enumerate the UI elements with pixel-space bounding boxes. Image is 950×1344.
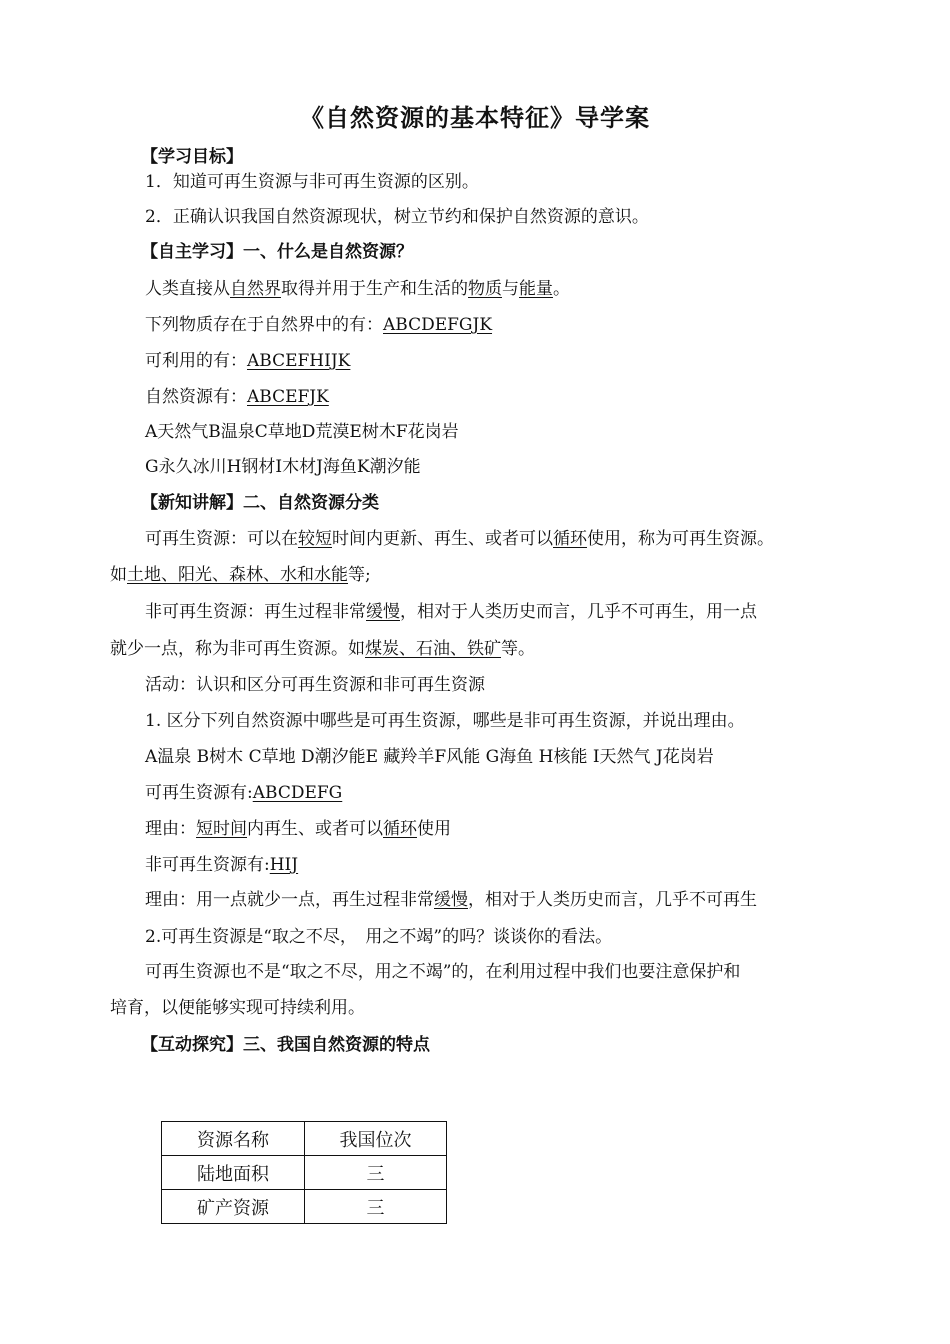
question-natural-items bbox=[145, 313, 492, 337]
task-2: 2.可再生资源是“取之不尽， 用之不竭”的吗？谈谈你的看法。 bbox=[145, 927, 613, 947]
goal-item-2: 2．正确认识我国自然资源现状，树立节约和保护自然资源的意识。 bbox=[145, 207, 649, 227]
renewable-answer bbox=[145, 781, 342, 805]
task-2-answer-line-1: 可再生资源也不是“取之不尽，用之不竭”的，在利用过程中我们也要注意保护和 bbox=[145, 962, 741, 982]
answer-blank: 缓慢 bbox=[434, 890, 468, 910]
text: ，相对于人类历史而言，几乎不可再生 bbox=[468, 890, 757, 910]
question-usable-items bbox=[145, 349, 350, 373]
nonrenewable-examples bbox=[110, 637, 535, 661]
answer-blank: 煤炭、石油、铁矿 bbox=[365, 639, 501, 659]
question-label: 非可再生资源有: bbox=[145, 855, 270, 875]
task-1-options: A温泉 B树木 C草地 D潮汐能E 藏羚羊F风能 G海鱼 H核能 I天然气 J花岗岩 bbox=[145, 747, 714, 767]
text: 理由：用一点就少一点，再生过程非常 bbox=[145, 890, 434, 910]
nonrenewable-answer bbox=[145, 853, 298, 877]
options-line-1: A天然气B温泉C草地D荒漠E树木F花岗岩 bbox=[145, 422, 459, 442]
text: 取得并用于生产和生活的 bbox=[281, 279, 468, 299]
self-study-heading: 【自主学习】一、什么是自然资源？ bbox=[141, 242, 413, 262]
answer-blank: 短时间 bbox=[196, 819, 247, 839]
options-line-2: G永久冰川H钢材I木材J海鱼K潮汐能 bbox=[145, 457, 421, 477]
text: 使用 bbox=[417, 819, 451, 839]
nonrenewable-definition bbox=[145, 600, 757, 624]
table-cell: 陆地面积 bbox=[162, 1156, 305, 1190]
text: 等; bbox=[348, 565, 371, 585]
definition-line bbox=[145, 277, 570, 301]
text: 可再生资源：可以在 bbox=[145, 529, 298, 549]
renewable-definition bbox=[145, 527, 774, 551]
question-label: 可利用的有： bbox=[145, 351, 247, 371]
goal-item-1: 1．知道可再生资源与非可再生资源的区别。 bbox=[145, 172, 479, 192]
column-header: 我国位次 bbox=[305, 1122, 447, 1156]
table-row bbox=[162, 1156, 447, 1190]
resource-ranking-table bbox=[161, 1121, 447, 1224]
text: 与 bbox=[502, 279, 519, 299]
table-header-row bbox=[162, 1122, 447, 1156]
task-1: 1. 区分下列自然资源中哪些是可再生资源，哪些是非可再生资源，并说出理由。 bbox=[145, 711, 745, 731]
renewable-examples bbox=[110, 563, 371, 587]
text: 使用，称为可再生资源。 bbox=[587, 529, 774, 549]
question-label: 下列物质存在于自然界中的有： bbox=[145, 315, 383, 335]
text: 。 bbox=[553, 279, 570, 299]
column-header: 资源名称 bbox=[162, 1122, 305, 1156]
renewable-reason bbox=[145, 817, 451, 841]
answer-blank: 土地、阳光、森林、水和水能 bbox=[127, 565, 348, 585]
text: 人类直接从 bbox=[145, 279, 230, 299]
table-cell: 三 bbox=[305, 1190, 447, 1224]
question-resources bbox=[145, 385, 329, 409]
text: ，相对于人类历史而言，几乎不可再生，用一点 bbox=[400, 602, 757, 622]
table-cell: 矿产资源 bbox=[162, 1190, 305, 1224]
question-label: 自然资源有： bbox=[145, 387, 247, 407]
answer-blank: ABCEFJK bbox=[247, 387, 329, 407]
answer-blank: 自然界 bbox=[230, 279, 281, 299]
answer-blank: 物质 bbox=[468, 279, 502, 299]
answer-blank: 循环 bbox=[383, 819, 417, 839]
text: 内再生、或者可以 bbox=[247, 819, 383, 839]
activity-line: 活动：认识和区分可再生资源和非可再生资源 bbox=[145, 675, 485, 695]
new-knowledge-heading: 【新知讲解】二、自然资源分类 bbox=[141, 493, 379, 513]
table-row bbox=[162, 1190, 447, 1224]
answer-blank: ABCEFHIJK bbox=[247, 351, 351, 371]
page-title: 《自然资源的基本特征》导学案 bbox=[300, 104, 650, 132]
text: 如 bbox=[110, 565, 127, 585]
answer-blank: 循环 bbox=[553, 529, 587, 549]
text: 等。 bbox=[501, 639, 535, 659]
text: 理由： bbox=[145, 819, 196, 839]
answer-blank: 能量 bbox=[519, 279, 553, 299]
nonrenewable-reason bbox=[145, 888, 757, 912]
task-2-answer-line-2: 培育，以便能够实现可持续利用。 bbox=[110, 998, 365, 1018]
explore-heading: 【互动探究】三、我国自然资源的特点 bbox=[141, 1035, 430, 1055]
answer-blank: 较短 bbox=[298, 529, 332, 549]
text: 非可再生资源：再生过程非常 bbox=[145, 602, 366, 622]
answer-blank: ABCDEFG bbox=[252, 783, 343, 803]
question-label: 可再生资源有: bbox=[145, 783, 253, 803]
text: 就少一点，称为非可再生资源。如 bbox=[110, 639, 365, 659]
table-cell: 三 bbox=[305, 1156, 447, 1190]
answer-blank: 缓慢 bbox=[366, 602, 400, 622]
learning-goals-heading: 【学习目标】 bbox=[141, 147, 243, 167]
answer-blank: ABCDEFGJK bbox=[383, 315, 493, 335]
text: 时间内更新、再生、或者可以 bbox=[332, 529, 553, 549]
answer-blank: HIJ bbox=[269, 855, 299, 875]
